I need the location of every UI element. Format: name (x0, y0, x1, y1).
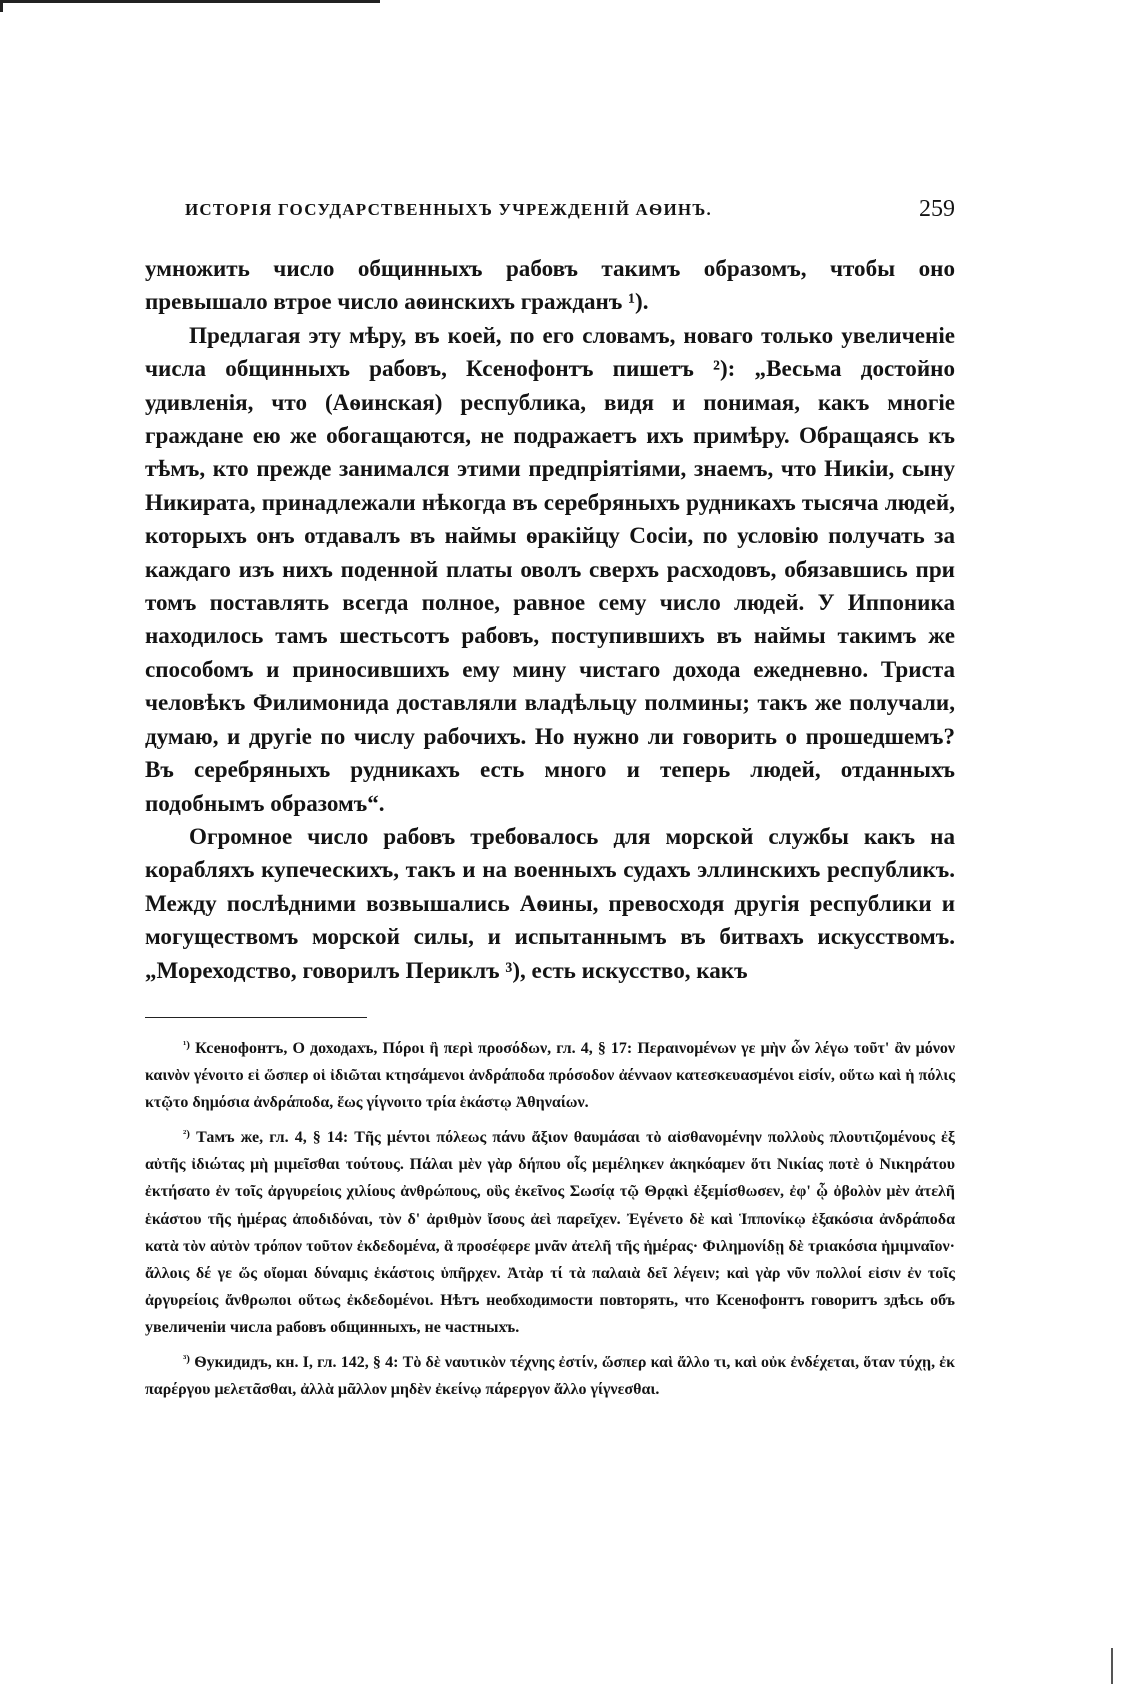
paragraph-continued: умножить число общинныхъ рабовъ такимъ образомъ, чтобы оно превышало втрое число аѳинскихъ гражданъ ¹). (145, 255, 955, 315)
running-title: ИСТОРІЯ ГОСУДАРСТВЕННЫХЪ УЧРЕЖДЕНІЙ АѲИНЪ. (185, 200, 712, 219)
footnote-1 (145, 1032, 955, 1116)
footnote-marker: ³) (183, 1353, 190, 1366)
page-number: 259 (919, 196, 955, 222)
footnote-2 (145, 1121, 955, 1341)
footnote-marker: ¹) (183, 1039, 190, 1051)
main-text (145, 252, 955, 987)
footnote-3 (145, 1346, 955, 1403)
footnote-text: Ксенофонтъ, О доходахъ, Πόροι ἢ περὶ προσόδων, гл. 4, § 17: Περαινομένων γε μὴν ὧν λέγω τοῦτ' ἂν μόνον καινὸν γένοιτο εἰ ὥσπερ οἱ ἰδιῶται κτησάμενοι ἀνδράποδα πρόσοδον ἀέννаον κατεσκευασμένοι εἰσίν, οὕτω καὶ ἡ πόλις κτῷτο δημόσια ἀνδράποδα, ἕως γίγνοιτο τρία ἑκάστῳ Ἀθηναίων. (145, 1040, 955, 1112)
footnotes (145, 1032, 955, 1408)
page-header (145, 196, 955, 228)
paragraph-xenophon-quote: Предлагая эту мѣру, въ коей, по его словамъ, новаго только увеличеніе числа общинныхъ рабовъ, Ксенофонтъ пишетъ ²): „Весьма достойно удивленія, что (Аѳинская) республика, видя и понимая, какъ многіе граждане ею же обогащаются, не подражаетъ ихъ примѣру. Обращаясь къ тѣмъ, кто прежде занимался этими предпріятіями, знаемъ, что Никіи, сыну Никирата, принадлежали нѣкогда въ серебряныхъ рудникахъ тысяча людей, которыхъ онъ отдавалъ въ наймы ѳракійцу Сосіи, по условію получать за каждаго изъ нихъ поденной платы оволъ сверхъ расходовъ, обязавшись при томъ поставлять всегда полное, равное сему число людей. У Иппоника находилось тамъ шестьсотъ рабовъ, поступившихъ въ наймы такимъ же способомъ и приносившихъ ему мину чистаго дохода ежедневно. Триста человѣкъ Филимонида доставляли владѣльцу полмины; такъ же получали, думаю, и другіе по числу рабочихъ. Но нужно ли говорить о прошедшемъ? Въ серебряныхъ рудникахъ есть много и теперь людей, отданныхъ подобнымъ образомъ“. (145, 321, 955, 816)
margin-scan-mark (1111, 1648, 1113, 1684)
top-edge-rule-tick (0, 0, 3, 12)
footnote-marker: ²) (183, 1128, 190, 1141)
top-edge-rule (0, 0, 380, 3)
footnote-text: Ѳукидидъ, кн. I, гл. 142, § 4: Τὸ δὲ ναυτικὸν τέχνης ἐστίν, ὥσπερ καὶ ἄλλο τι, καὶ οὐκ ἐνδέχεται, ὅταν τύχῃ, ἐκ παρέργου μελετᾶσθαι, ἀλλὰ μᾶλλον μηδὲν ἐκείνῳ πάρεργον ἄλλο γίγνεσθαι. (145, 1354, 956, 1399)
footnote-text: Тамъ же, гл. 4, § 14: Τῆς μέντοι πόλεως πάνυ ἄξιον θαυμάσαι τὸ αἰσθανομένην πολλοὺς πλουτιζομένους ἐξ αὐτῆς ἰδιώτας μὴ μιμεῖσθαι τούτους. Πάλαι μὲν γὰρ δήπου οἷς μεμέληκεν ἀκηκόαμεν ὅτι Νικίας ποτὲ ὁ Νικηράτου ἐκτήσατο ἐν τοῖς ἀργυρείοις χιλίους ἀνθρώπους, οὓς ἐκεῖνος Σωσίᾳ τῷ Θρᾳκὶ ἐξεμίσθωσεν, ἐφ' ᾧ ὀβολὸν μὲν ἀτελῆ ἑκάστου τῆς ἡμέρας ἀποδιδόναι, τὸν δ' ἀριθμὸν ἴσους ἀεὶ παρεῖχεν. Ἐγένετο δὲ καὶ Ἱππονίκῳ ἑξακόσια ἀνδράποδα κατὰ τὸν αὐτὸν τρόπον τοῦτον ἐκδεδομένα, ἃ προσέφερε μνᾶν ἀτελῆ τῆς ἡμέρας· Φιλημονίδῃ δὲ τριακόσια ἡμιμναῖον· ἄλλοις δέ γε ὥς οἴομαι δύναμις ἑκάστοις ὑπῆρχεν. Ἀτὰρ τί τὰ παλαιὰ δεῖ λέγειν; καὶ γὰρ νῦν πολλοί εἰσιν ἐν τοῖς ἀργυρείοις ἄνθρωποι οὕτως ἐκδεδομένοι. Нѣтъ необходимости повторять, что Ксенофонтъ говоритъ здѣсь объ увеличеніи числа рабовъ общинныхъ, не частныхъ. (145, 1129, 956, 1336)
paragraph-naval-service: Огромное число рабовъ требовалось для морской службы какъ на корабляхъ купеческихъ, такъ и на военныхъ судахъ эллинскихъ республикъ. Между послѣдними возвышались Аѳины, превосходя другія республики и могуществомъ морской силы, и испытаннымъ въ битвахъ искусствомъ. „Мореходство, говорилъ Периклъ ³), есть искусство, какъ (145, 822, 955, 983)
footnote-divider (145, 1017, 367, 1018)
